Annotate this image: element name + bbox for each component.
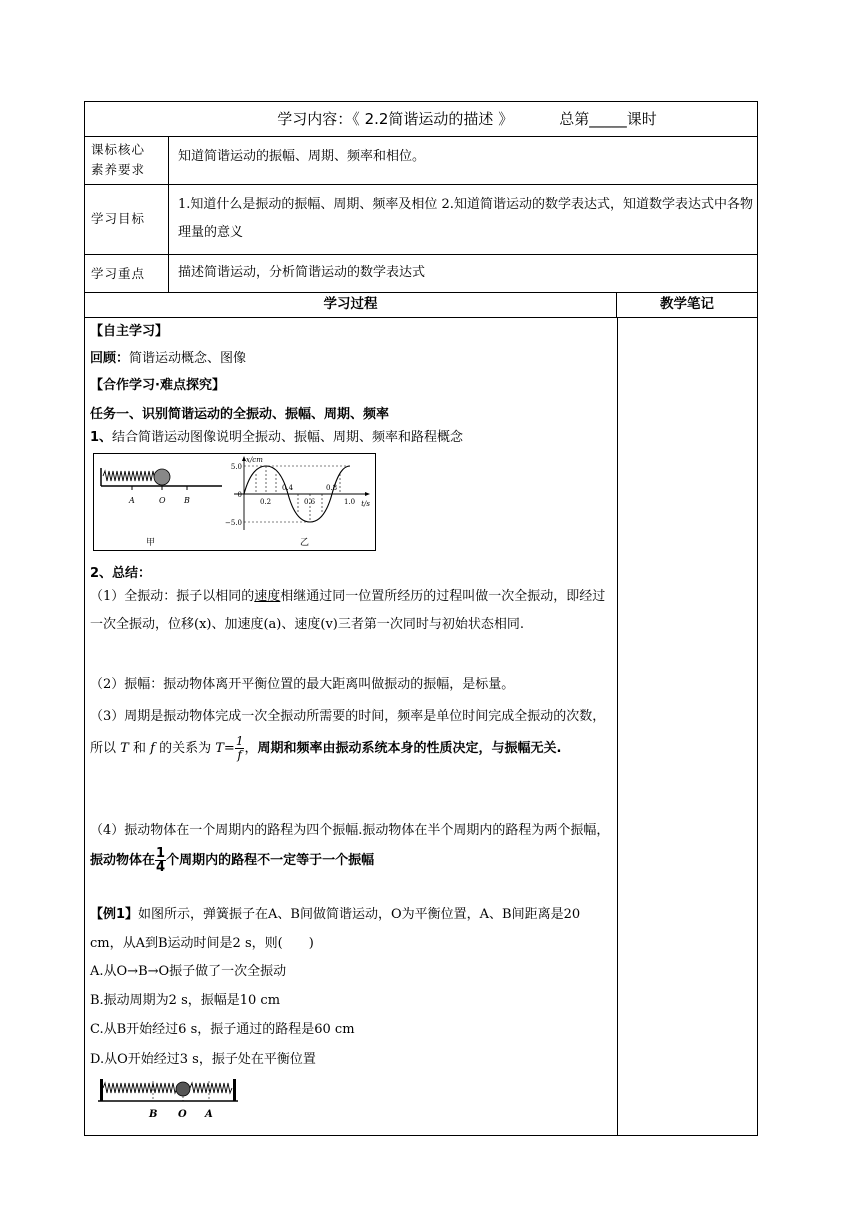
y-axis-label: x/cm <box>246 456 263 464</box>
x-axis-label: t/s <box>361 500 370 508</box>
title-prefix: 学习内容：《 <box>277 110 360 128</box>
y-tick-minus5: −5.0 <box>225 519 242 527</box>
notes-header: 教学笔记 <box>660 296 714 312</box>
row-label: 课标核心 素养要求 <box>85 136 169 184</box>
column-header-row <box>84 293 758 318</box>
info-row-keypoints <box>84 255 758 293</box>
example-figure-svg <box>98 1075 238 1125</box>
x-tick-1.0: 1.0 <box>344 498 356 506</box>
x-tick-0.8: 0.8 <box>326 484 338 492</box>
figure-svg <box>94 454 375 550</box>
period-count: 总第_____课时 <box>559 110 657 128</box>
row-content: 1.知道什么是振动的振幅、周期、频率及相位 2.知道简谐运动的数学表达式，知道数学表达式中各物理量的意义 <box>178 197 753 240</box>
title-row <box>84 101 758 137</box>
option-b: B.振动周期为2 s，振幅是10 cm <box>90 993 281 1008</box>
row-content: 描述简谐运动，分析简谐运动的数学表达式 <box>178 265 426 280</box>
coop-study-heading: 【合作学习·难点探究】 <box>90 378 225 393</box>
summary-item-4: （4）振动物体在一个周期内的路程为四个振幅.振动物体在半个周期内的路程为两个振幅，振动物体在 $\frac{1}{4}$ 个周期内的路程不一定等于一个振幅 <box>90 823 610 875</box>
fraction-1-over-f: $\frac{1}{f}$ <box>235 734 244 762</box>
example-spring-figure <box>98 1075 238 1125</box>
row-label: 学习目标 <box>85 185 169 254</box>
summary-heading: 2、总结： <box>90 566 152 581</box>
example-1: 【例1】如图所示，弹簧振子在A、B间做简谐运动，O为平衡位置，A、B间距离是20 cm，从A到B运动时间是2 s，则( ) <box>90 907 581 951</box>
option-c: C.从B开始经过6 s，振子通过的路程是60 cm <box>90 1022 355 1037</box>
page-title <box>85 102 757 137</box>
right-spring-icon <box>190 1083 232 1093</box>
y-tick-5: 5.0 <box>230 463 242 471</box>
option-a: A.从O→B→O振子做了一次全振动 <box>90 964 287 979</box>
displacement-time-graph <box>225 456 370 548</box>
label-a: A <box>129 496 135 505</box>
task1-heading: 任务一、识别简谐运动的全振动、振幅、周期、频率 <box>90 407 390 422</box>
notes-column <box>618 318 757 1135</box>
label-a: A <box>205 1109 213 1120</box>
summary-item-3: （3）周期是振动物体完成一次全振动所需要的时间，频率是单位时间完成全振动的次数，所以 T 和 f 的关系为 T= $\frac{1}{f}$ ，周期和频率由振动系统本身的性质决定，与振幅无关. <box>90 709 606 762</box>
label-b: B <box>184 496 190 505</box>
summary-item-2: （2）振幅：振动物体离开平衡位置的最大距离叫做振动的振幅，是标量。 <box>90 677 515 692</box>
process-header: 学习过程 <box>85 293 617 317</box>
label-b: B <box>149 1109 158 1120</box>
main-body <box>84 318 758 1136</box>
title-topic: 2.2简谐运动的描述 》 <box>359 110 514 128</box>
row-label: 学习重点 <box>85 255 169 292</box>
x-tick-0.6: 0.6 <box>304 498 316 506</box>
ball-icon <box>154 469 170 485</box>
option-d: D.从O开始经过3 s，振子处在平衡位置 <box>90 1052 316 1067</box>
question-1: 1、结合简谐运动图像说明全振动、振幅、周期、频率和路程概念 <box>90 430 464 445</box>
info-row-core <box>84 136 758 185</box>
x-tick-0.2: 0.2 <box>260 498 272 506</box>
info-row-goals <box>84 185 758 255</box>
x-tick-0.4: 0.4 <box>282 484 294 492</box>
ball-icon <box>176 1082 190 1096</box>
spring-oscillator-diagram <box>101 468 222 548</box>
oscillation-figure <box>93 453 376 551</box>
summary-item-1: （1）全振动：振子以相同的速度相继通过同一位置所经历的过程叫做一次全振动，即经过一次全振动，位移(x)、加速度(a)、速度(v)三者第一次同时与初始状态相同. <box>90 589 606 632</box>
label-o: O <box>178 1109 187 1120</box>
self-study-heading: 【自主学习】 <box>90 324 169 339</box>
y-tick-0: 0 <box>237 491 242 499</box>
caption-yi: 乙 <box>300 538 310 548</box>
row-content: 知道简谐运动的振幅、周期、频率和相位。 <box>178 149 426 164</box>
fraction-1-over-4: $\frac{1}{4}$ <box>156 846 166 875</box>
review-line: 回顾：简谐运动概念、图像 <box>90 351 247 366</box>
left-spring-icon <box>103 1083 177 1093</box>
caption-jia: 甲 <box>146 538 156 548</box>
label-o: O <box>159 496 166 505</box>
